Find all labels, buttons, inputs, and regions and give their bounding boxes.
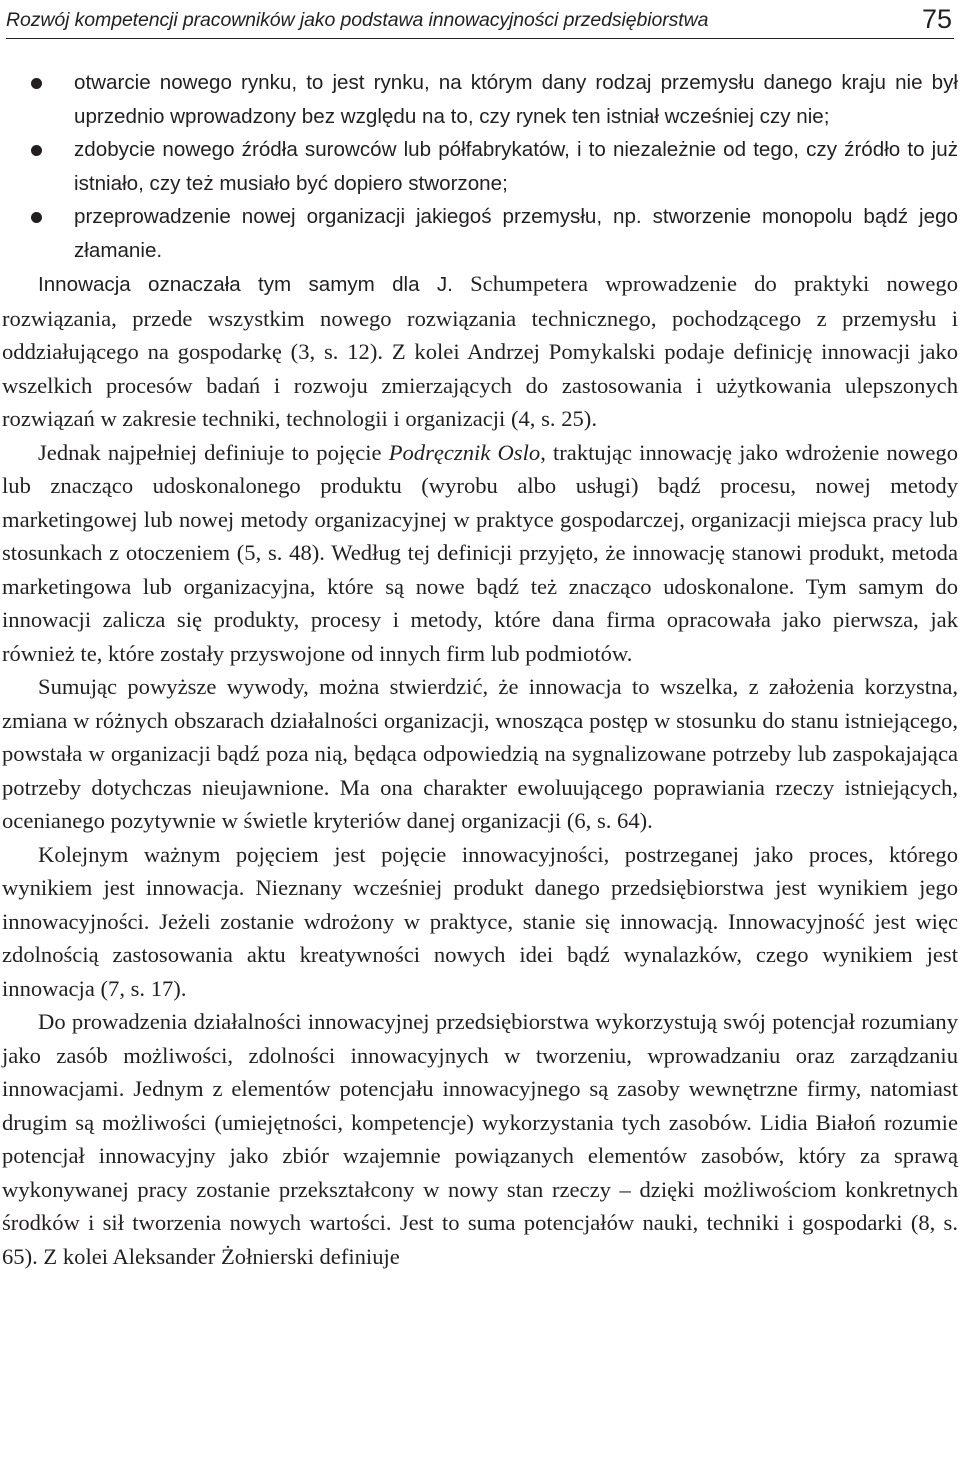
- list-item-text: otwarcie nowego rynku, to jest rynku, na którym dany rodzaj przemysłu danego kraju nie był uprzednio wprowadzony bez względu na to, czy rynek ten istniał wcześniej czy nie;: [74, 71, 958, 128]
- paragraph-lead: Innowacja oznaczała tym samym dla J.: [38, 273, 453, 296]
- paragraph-text: Do prowadzenia działalności innowacyjnej przedsiębiorstwa wykorzystują swój potencjał rozumiany jako zasób możliwości, zdolności innowacyjnych w tworzeniu, wprowadzaniu oraz zarządzaniu innowacjami. Jednym z elementów potencjału innowacyjnego są zasoby wewnętrzne firmy, natomiast drugim są możliwości (umiejętności, kompetencje) wykorzystania tych zasobów. Lidia Białoń rozumie potencjał innowacyjny jako zbiór wzajemnie powiązanych elementów zasobów, który za sprawą wykonywanej pracy zostanie przekształcony w nowy stan rzeczy – dzięki możliwościom konkretnych środków i sił tworzenia nowych wartości. Jest to suma potencjałów nauki, techniki i gospodarki (8, s. 65). Z kolei Aleksander Żołnierski definiuje: [2, 1009, 958, 1269]
- bullet-icon: [31, 78, 42, 89]
- paragraph-oslo-manual: [2, 436, 958, 671]
- list-item: [2, 66, 958, 133]
- bullet-icon: [31, 145, 42, 156]
- paragraph-text: , traktując innowację jako wdrożenie nowego lub znacząco udoskonalonego produktu (wyrobu albo usługi) bądź procesu, nowej metody marketingowej lub nowej metody organizacyjnej w praktyce gospodarczej, organizacji miejsca pracy lub stosunkach z otoczeniem (5, s. 48). Według tej definicji przyjęto, że innowację stanowi produkt, metoda marketingowa lub organizacyjna, które są nowe bądź też znacząco udoskonalone. Tym samym do innowacji zalicza się produkty, procesy i metody, które dana firma opracowała jako pierwsza, jak również te, które zostały przyswojone od innych firm lub podmiotów.: [2, 439, 958, 666]
- paragraph-innovativeness: [2, 838, 958, 1006]
- list-item: [2, 133, 958, 200]
- running-header: [6, 0, 954, 39]
- paragraph-summary: [2, 670, 958, 838]
- paragraph-text: Sumując powyższe wywody, można stwierdzić, że innowacja to wszelka, z założenia korzystna, zmiana w różnych obszarach działalności organizacji, wnosząca postęp w stosunku do stanu istniejącego, powstała w organizacji bądź poza nią, będąca odpowiedzią na sygnalizowane potrzeby lub zaspokajająca potrzeby dotychczas nieujawnione. Ma ona charakter ewoluującego poprawiania rzeczy istniejących, ocenianego pozytywnie w świetle kryteriów danej organizacji (6, s. 64).: [2, 674, 958, 833]
- paragraph-innovation-schumpeter: [2, 267, 958, 436]
- bullet-list: [2, 66, 958, 267]
- page-number: 75: [921, 4, 952, 34]
- paragraph-text: Schumpetera wprowadzenie do praktyki nowego rozwiązania, przede wszystkim nowego rozwiązania technicznego, pochodzącego z przemysłu i oddziałującego na gospodarkę (3, s. 12). Z kolei Andrzej Pomykalski podaje definicję innowacji jako wszelkich procesów badań i rozwoju zmierzających do zastosowania i użytkowania ulepszonych rozwiązań w zakresie techniki, technologii i organizacji (4, s. 25).: [2, 271, 959, 431]
- book-title: Podręcznik Oslo: [388, 439, 541, 465]
- body-text: [2, 66, 958, 1273]
- paragraph-innovation-potential: [2, 1005, 958, 1273]
- paragraph-text: Kolejnym ważnym pojęciem jest pojęcie innowacyjności, postrzeganej jako proces, którego wynikiem jest innowacja. Nieznany wcześniej produkt danego przedsiębiorstwa jest wynikiem jego innowacyjności. Jeżeli zostanie wdrożony w praktyce, stanie się innowacją. Innowacyjność jest więc zdolnością zastosowania aktu kreatywności nowych idei bądź wynalazków, czego wynikiem jest innowacja (7, s. 17).: [2, 841, 958, 1001]
- list-item-text: przeprowadzenie nowej organizacji jakiegoś przemysłu, np. stworzenie monopolu bądź jego złamanie.: [74, 205, 958, 262]
- list-item: [2, 200, 958, 267]
- bullet-icon: [31, 212, 42, 223]
- paragraph-text: Jednak najpełniej definiuje to pojęcie: [38, 439, 389, 465]
- list-item-text: zdobycie nowego źródła surowców lub półfabrykatów, i to niezależnie od tego, czy źródło to już istniało, czy też musiało być dopiero stworzone;: [74, 138, 958, 195]
- running-title: Rozwój kompetencji pracowników jako podstawa innowacyjności przedsiębiorstwa: [6, 9, 709, 31]
